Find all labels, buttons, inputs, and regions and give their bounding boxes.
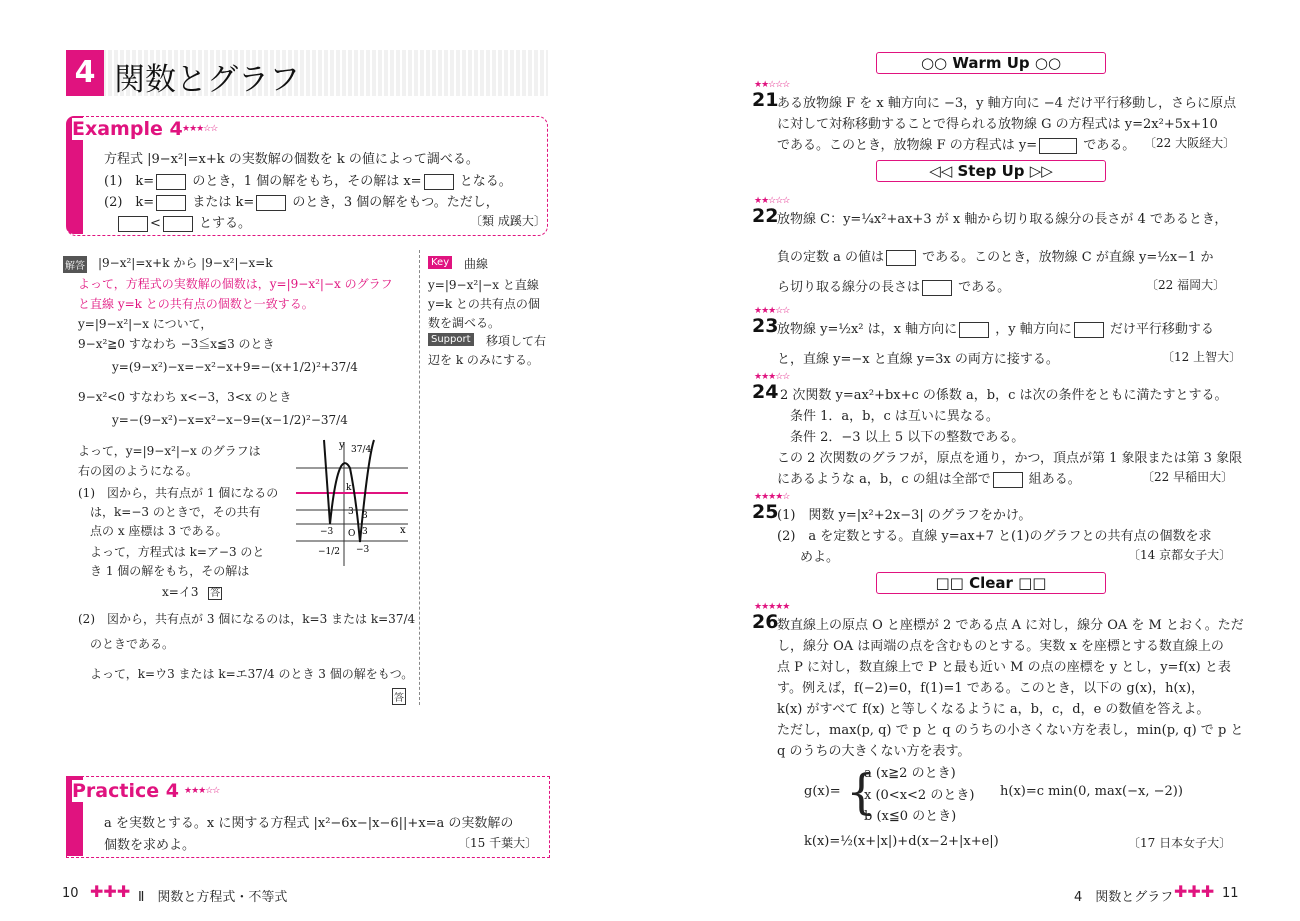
graph-label-0: 3 — [348, 507, 354, 517]
chapter-title: 関数とグラフ — [114, 62, 300, 98]
example-line-4 — [116, 212, 251, 232]
sol-16-text: x=イ3 — [162, 585, 199, 599]
sol-17: (2) 図から，共有点が 3 個になるのは，k=3 または k=37/4 — [78, 612, 416, 626]
p26-g-1: a (x≧2 のとき) — [864, 766, 956, 781]
p24-line-2: 条件 1．a，b，c は互いに異なる。 — [790, 409, 999, 424]
warmup-banner: ○○ Warm Up ○○ — [876, 52, 1106, 74]
example-l4: とする。 — [199, 216, 252, 231]
p21-line-2: に対して対称移動することで得られる放物線 G の方程式は y=2x²+5x+10 — [777, 117, 1218, 132]
example-l2b: のとき，1 個の解をもち，その解は x= — [192, 174, 422, 189]
graph-label-3: 3 — [362, 527, 368, 537]
sol-10: 右の図のようになる。 — [78, 464, 199, 478]
p25-source: 〔14 京都女子大〕 — [1128, 548, 1232, 562]
p26-line-1: 数直線上の原点 O と座標が 2 である点 A に対し，線分 OA を M とおく。ただ — [777, 618, 1244, 633]
p23-l1b: ，y 軸方向に — [995, 322, 1072, 337]
p22-stars: ★★☆☆☆ — [754, 196, 790, 206]
left-footer-chapter: Ⅱ 関数と方程式・不等式 — [138, 890, 288, 905]
p24-line-3: 条件 2．−3 以上 5 以下の整数である。 — [790, 430, 1025, 445]
graph-label-2: −3 — [320, 527, 334, 537]
p25-line-3: めよ。 — [800, 550, 840, 565]
example-line-2 — [104, 170, 512, 190]
solution-divider — [419, 250, 420, 705]
footer-plus-icons-right: ✚✚✚ — [1174, 882, 1215, 901]
p21-line-1: ある放物線 F を x 軸方向に −3，y 軸方向に −4 だけ平行移動し，さらに原点 — [777, 96, 1237, 111]
clear-banner: □□ Clear □□ — [876, 572, 1106, 594]
key-badge: Key — [428, 256, 452, 269]
practice-label: Practice 4 — [72, 780, 179, 802]
example-l2c: となる。 — [459, 174, 512, 189]
practice-stars: ★★★☆☆ — [184, 786, 220, 796]
p26-line-5: k(x) がすべて f(x) と等しくなるように a，b，c，d，e の数値を答えよ。 — [777, 702, 1210, 717]
p22-line-2 — [777, 246, 1213, 266]
example-lt: < — [150, 216, 161, 231]
p26-g-lhs: g(x)= — [804, 784, 841, 799]
p23-line-2: と，直線 y=−x と直線 y=3x の両方に接する。 — [777, 352, 1059, 367]
sol-16 — [162, 583, 222, 600]
sol-19: よって，k=ウ3 または k=エ37/4 のとき 3 個の解をもつ。 — [90, 667, 414, 681]
p23-line-1 — [777, 318, 1214, 338]
example-line-1: 方程式 |9−x²|=x+k の実数解の個数を k の値によって調べる。 — [104, 152, 479, 167]
p23-stars: ★★★☆☆ — [754, 306, 790, 316]
p21-l3a: である。このとき，放物線 F の方程式は y= — [777, 138, 1038, 153]
p21-number: 21 — [752, 89, 779, 111]
solution-badge: 解答 — [63, 256, 87, 273]
sol-3: と直線 y=k との共有点の個数と一致する。 — [78, 297, 314, 311]
sol-13: 点の x 座標は 3 である。 — [90, 524, 228, 538]
sol-9: よって，y=|9−x²|−x のグラフは — [78, 444, 261, 458]
p21-l3b: である。 — [1083, 138, 1136, 153]
p24-stars: ★★★☆☆ — [754, 372, 790, 382]
answer-mark-2: 答 — [392, 688, 406, 705]
example-line-3 — [104, 191, 499, 211]
sol-5: 9−x²≧0 すなわち −3≦x≦3 のとき — [78, 337, 275, 351]
sol-18: のときである。 — [90, 637, 175, 651]
p24-source: 〔22 早稲田大〕 — [1142, 470, 1234, 484]
support-badge: Support — [428, 333, 474, 346]
p21-line-3 — [777, 134, 1135, 154]
p25-line-2: (2) a を定数とする。直線 y=ax+7 と(1)のグラフとの共有点の個数を求 — [777, 529, 1212, 544]
p24-line-4: この 2 次関数のグラフが，原点を通り，かつ，頂点が第 1 象限または第 3 象限 — [777, 451, 1243, 466]
sol-7: 9−x²<0 すなわち x<−3，3<x のとき — [78, 390, 292, 404]
p25-number: 25 — [752, 501, 779, 523]
p25-line-1: (1) 関数 y=|x²+2x−3| のグラフをかけ。 — [777, 508, 1032, 523]
sol-12: は，k=−3 のときで，その共有 — [90, 505, 261, 519]
p22-l3b: である。 — [958, 280, 1011, 295]
stepup-banner: ◁◁ Step Up ▷▷ — [876, 160, 1106, 182]
graph-y-label: y — [339, 440, 345, 451]
example-l3a: (2) k= — [104, 195, 155, 210]
footer-plus-icons-left: ✚✚✚ — [90, 882, 131, 901]
key-line-2: y=k との共有点の個 — [428, 297, 540, 311]
sol-1: |9−x²|=x+k から |9−x²|−x=k — [98, 256, 273, 270]
graph-top-label: 37/4 — [351, 445, 372, 455]
right-footer-chapter: 4 関数とグラフ — [1074, 890, 1174, 905]
p26-stars: ★★★★★ — [754, 602, 790, 612]
sol-14: よって，方程式は k=ア−3 のと — [90, 545, 265, 559]
key-line-3: 数を調べる。 — [428, 316, 501, 330]
sol-4: y=|9−x²|−x について， — [78, 317, 213, 331]
example-l2a: (1) k= — [104, 174, 155, 189]
graph-label-5: −1/2 — [318, 547, 341, 557]
sol-15: き 1 個の解をもち，その解は — [90, 564, 250, 578]
p26-line-7: q のうちの大きくない方を表す。 — [777, 744, 971, 759]
example-l3b: または k= — [192, 195, 255, 210]
p26-source: 〔17 日本女子大〕 — [1128, 836, 1232, 850]
p21-source: 〔22 大阪経大〕 — [1144, 136, 1236, 150]
p22-source: 〔22 福岡大〕 — [1146, 278, 1226, 292]
p26-g-2: x (0<x<2 のとき) — [864, 788, 975, 803]
graph-label-1: 3 — [362, 511, 368, 521]
example-l3c: のとき，3 個の解をもつ。ただし， — [292, 195, 499, 210]
solution-graph — [296, 438, 414, 568]
p26-line-4: す。例えば，f(−2)=0，f(1)=1 である。このとき，以下の g(x)，h(x)， — [777, 681, 1205, 696]
p26-line-6: ただし，max(p, q) で p と q のうちの小さくない方を表し，min(p, q) で p と — [777, 723, 1244, 738]
answer-mark-1: 答 — [210, 588, 221, 599]
p23-source: 〔12 上智大〕 — [1162, 350, 1242, 364]
p26-k: k(x)=½(x+|x|)+d(x−2+|x+e|) — [804, 834, 999, 849]
p26-line-2: し，線分 OA は両端の点を含むものとする。実数 x を座標とする数直線上の — [777, 639, 1224, 654]
support-line-2: 辺を k のみにする。 — [428, 353, 539, 367]
practice-line-1: a を実数とする。x に関する方程式 |x²−6x−|x−6||+x=a の実数解の — [104, 816, 514, 831]
support-text: 移項して右 — [486, 334, 547, 348]
p22-l2a: 負の定数 a の値は — [777, 250, 885, 265]
practice-source: 〔15 千葉大〕 — [458, 836, 538, 850]
right-page-number: 11 — [1222, 886, 1239, 901]
practice-line-2: 個数を求めよ。 — [104, 838, 196, 853]
p22-l2b: である。このとき，放物線 C が直線 y=½x−1 か — [922, 250, 1214, 265]
sol-11: (1) 図から，共有点が 1 個になるの — [78, 486, 279, 500]
sol-6: y=(9−x²)−x=−x²−x+9=−(x+1/2)²+37/4 — [112, 360, 358, 374]
chapter-number-box: 4 — [66, 50, 104, 96]
p22-l3a: ら切り取る線分の長さは — [777, 280, 921, 295]
p22-line-3 — [777, 276, 1010, 296]
p23-number: 23 — [752, 315, 779, 337]
sol-2: よって，方程式の実数解の個数は，y=|9−x²|−x のグラフ — [78, 277, 393, 291]
graph-x-label: x — [400, 525, 406, 536]
p22-line-1: 放物線 C：y=¼x²+ax+3 が x 軸から切り取る線分の長さが 4 であるとき， — [777, 212, 1228, 227]
sol-8: y=−(9−x²)−x=x²−x−9=(x−1/2)²−37/4 — [112, 413, 348, 427]
graph-k-label: k — [346, 483, 352, 493]
key-line-1: y=|9−x²|−x と直線 — [428, 278, 539, 292]
p26-line-3: 点 P に対し，数直線上で P と最も近い M の点の座標を y とし，y=f(x) と表 — [777, 660, 1231, 675]
graph-o-label: O — [348, 529, 356, 539]
p24-l5a: にあるような a，b，c の組は全部で — [777, 472, 991, 487]
p24-line-5 — [777, 468, 1081, 488]
p24-line-1: 2 次関数 y=ax²+bx+c の係数 a，b，c は次の条件をともに満たすとする。 — [780, 388, 1228, 403]
p26-h: h(x)=c min(0, max(−x, −2)) — [1000, 784, 1183, 799]
p21-stars: ★★☆☆☆ — [754, 80, 790, 90]
p22-number: 22 — [752, 205, 779, 227]
p26-g-3: b (x≦0 のとき) — [864, 809, 957, 824]
left-page-number: 10 — [62, 886, 79, 901]
key-text: 曲線 — [464, 257, 489, 271]
example-label: Example 4 — [72, 118, 183, 140]
graph-label-4: −3 — [356, 545, 370, 555]
p23-l1a: 放物線 y=½x² は，x 軸方向に — [777, 322, 958, 337]
p23-l1c: だけ平行移動する — [1109, 322, 1214, 337]
p24-l5b: 組ある。 — [1028, 472, 1081, 487]
p24-number: 24 — [752, 381, 779, 403]
p25-stars: ★★★★☆ — [754, 492, 790, 502]
p26-number: 26 — [752, 611, 779, 633]
example-stars: ★★★☆☆ — [182, 124, 218, 134]
example-source: 〔類 成蹊大〕 — [470, 214, 546, 228]
p26-brace: { — [846, 764, 877, 820]
